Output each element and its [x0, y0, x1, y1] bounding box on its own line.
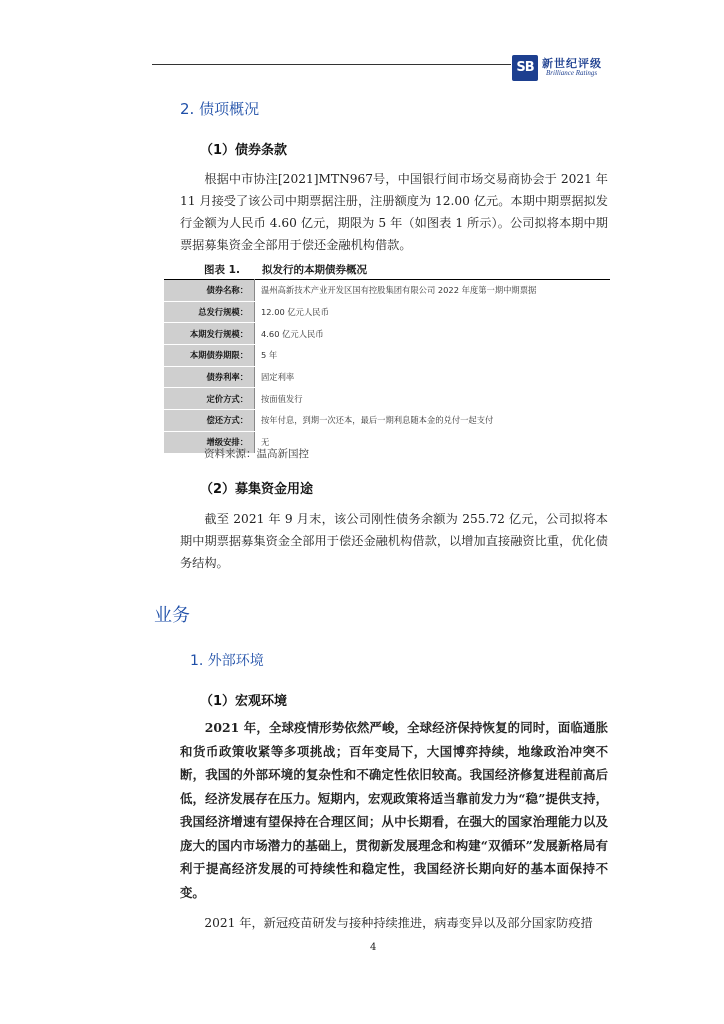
table-row-value: 4.60 亿元人民币 — [255, 323, 611, 345]
paragraph-macro-summary: 2021 年，全球疫情形势依然严峻，全球经济保持恢复的同时，面临通胀和货币政策收紧等多项挑战；百年变局下，大国博弈持续，地缘政治冲突不断，我国的外部环境的复杂性和不确定性依旧较高。我国经济修复进程前高后低，经济发展存在压力。短期内，宏观政策将适当靠前发力为“稳”提供支持，我国经济增速有望保持在合理区间；从中长期看，在强大的国家治理能力以及庞大的国内市场潜力的基础上，贯彻新发展理念和构建“双循环”发展新格局有利于提高经济发展的可持续性和稳定性，我国经济长期向好的基本面保持不变。 — [180, 720, 608, 900]
paragraph-fund-use: 截至 2021 年 9 月末，该公司刚性债务余额为 255.72 亿元，公司拟将本期中期票据募集资金全部用于偿还金融机构借款，以增加直接融资比重，优化债务结构。 — [180, 512, 608, 570]
table-row-label: 定价方式： — [164, 388, 255, 410]
table-row-value: 无 — [255, 431, 611, 453]
table-source: 资料来源：温高新国控 — [204, 448, 309, 460]
paragraph-macro-detail: 2021 年，新冠疫苗研发与接种持续推进，病毒变异以及部分国家防疫措 — [204, 916, 593, 930]
table-row-value: 12.00 亿元人民币 — [255, 301, 611, 323]
table-row-label: 债券利率： — [164, 366, 255, 388]
brand-logo — [512, 55, 622, 81]
chapter-heading-business: 业务 — [154, 605, 190, 626]
table-row-value: 温州高新技术产业开发区国有控股集团有限公司 2022 年度第一期中期票据 — [255, 280, 611, 302]
table-row — [164, 323, 610, 345]
table-row-label: 本期债券期限： — [164, 345, 255, 367]
logo-english-name: Brilliance Ratings — [546, 69, 598, 77]
section-heading-bond-overview: 2. 债项概况 — [180, 100, 260, 118]
table-row — [164, 301, 610, 323]
subheading-bond-terms: （1）债券条款 — [200, 143, 288, 158]
table-row-value: 按年付息，到期一次还本，最后一期利息随本金的兑付一起支付 — [255, 410, 611, 432]
header-rule — [152, 64, 511, 65]
table-row — [164, 366, 610, 388]
table-row-value: 5 年 — [255, 345, 611, 367]
table-row-label: 债券名称： — [164, 280, 255, 302]
bond-overview-table — [164, 279, 610, 454]
table-row — [164, 345, 610, 367]
table-row — [164, 410, 610, 432]
subheading-macro-environment: （1）宏观环境 — [200, 694, 288, 709]
table-row-label: 增级安排： — [164, 431, 255, 453]
table-caption — [204, 262, 389, 277]
table-row-label: 总发行规模： — [164, 301, 255, 323]
table-caption-title: 拟发行的本期债券概况 — [261, 264, 367, 276]
table-row-value: 固定利率 — [255, 366, 611, 388]
table-row-label: 偿还方式： — [164, 410, 255, 432]
section-heading-external-environment: 1. 外部环境 — [190, 653, 264, 669]
logo-icon: SB — [512, 55, 538, 81]
table-row-value: 按面值发行 — [255, 388, 611, 410]
table-row — [164, 280, 610, 302]
paragraph-bond-terms: 根据中市协注[2021]MTN967号，中国银行间市场交易商协会于 2021 年 11 月接受了该公司中期票据注册，注册额度为 12.00 亿元。本期中期票据拟发行金额为人民币 4.60 亿元，期限为 5 年（如图表 1 所示）。公司拟将本期中期票据募集资金全部用于偿还金融机构借款。 — [180, 172, 608, 252]
table-row-label: 本期发行规模： — [164, 323, 255, 345]
table-caption-number: 图表 1. — [204, 264, 240, 276]
subheading-fund-use: （2）募集资金用途 — [200, 482, 314, 497]
page-number: 4 — [370, 942, 377, 953]
logo-chinese-name: 新世纪评级 — [542, 57, 602, 70]
table-row — [164, 388, 610, 410]
